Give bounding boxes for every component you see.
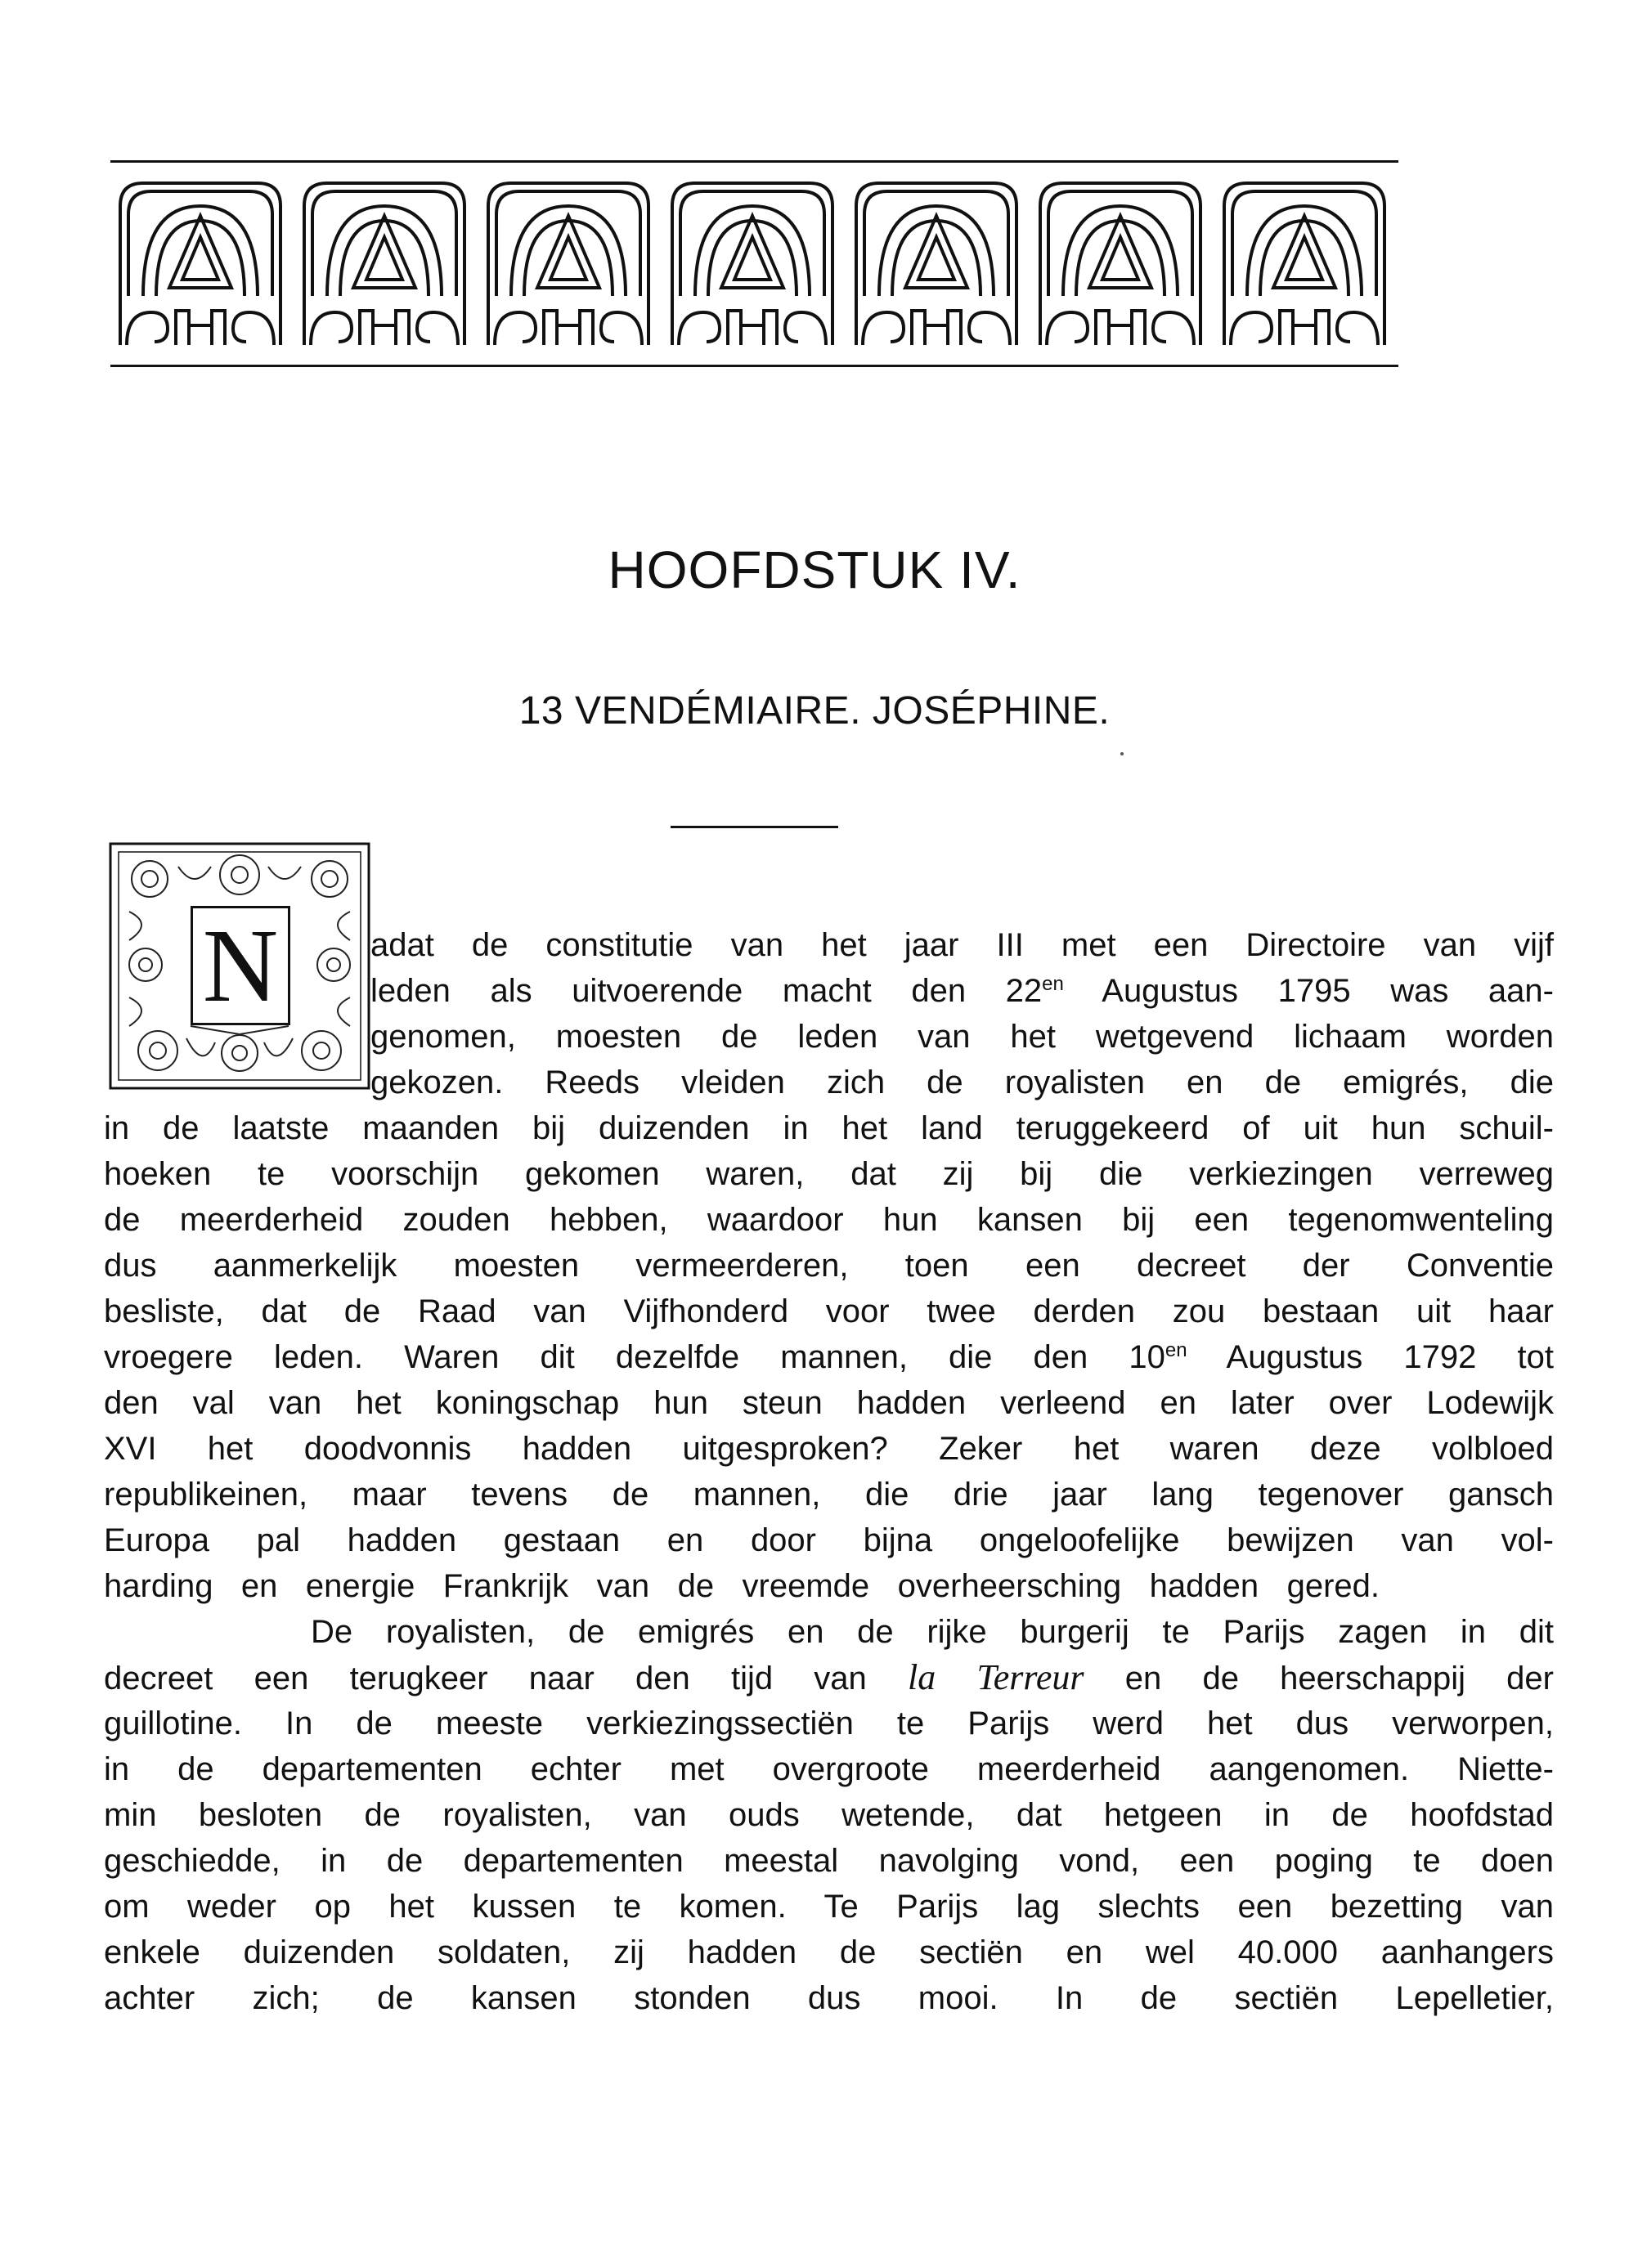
text-line: in de laatste maanden bij duizenden in het land teruggekeerd of uit hun schuil- bbox=[104, 1110, 1554, 1146]
text-segment: en de heerschappij der bbox=[1084, 1661, 1554, 1697]
text-line: min besloten de royalisten, van ouds wetende, dat hetgeen in de hoofdstad bbox=[104, 1797, 1554, 1833]
text-line: de meerderheid zouden hebben, waardoor hun kansen bij een tegenomwenteling bbox=[104, 1202, 1554, 1238]
text-segment: Augustus 1792 tot bbox=[1187, 1339, 1554, 1375]
text-segment: leden als uitvoerende macht den 22 bbox=[370, 973, 1043, 1009]
text-line: Europa pal hadden gestaan en door bijna ongeloofelijke bewijzen van vol- bbox=[104, 1522, 1554, 1558]
text-line: om weder op het kussen te komen. Te Parijs lag slechts een bezetting van bbox=[104, 1889, 1554, 1925]
superscript: en bbox=[1042, 973, 1064, 995]
text-line: achter zich; de kansen stonden dus mooi. In de sectiën Lepelletier, bbox=[104, 1980, 1554, 2016]
text-segment: Augustus 1795 was aan- bbox=[1063, 973, 1554, 1009]
text-line bbox=[370, 968, 1554, 1014]
text-segment: decreet een terugkeer naar den tijd van bbox=[104, 1661, 909, 1697]
text-line: besliste, dat de Raad van Vijfhonderd voor twee derden zou bestaan uit haar bbox=[104, 1293, 1554, 1329]
text-line: harding en energie Frankrijk van de vreemde overheersching hadden gered. bbox=[104, 1568, 1380, 1604]
text-line: guillotine. In de meeste verkiezingssectiën te Parijs werd het dus verworpen, bbox=[104, 1705, 1554, 1741]
text-line: adat de constitutie van het jaar III met een Directoire van vijf bbox=[370, 927, 1554, 963]
text-line: republikeinen, maar tevens de mannen, die drie jaar lang tegenover gansch bbox=[104, 1477, 1554, 1513]
drop-initial-letter: N bbox=[191, 906, 290, 1025]
text-line: geschiedde, in de departementen meestal navolging vond, een poging te doen bbox=[104, 1843, 1554, 1879]
text-line: den val van het koningschap hun steun hadden verleend en later over Lodewijk bbox=[104, 1385, 1554, 1421]
italic-text: la Terreur bbox=[908, 1657, 1084, 1697]
chapter-subtitle: 13 VENDÉMIAIRE. JOSÉPHINE. bbox=[518, 689, 1111, 733]
text-line: dus aanmerkelijk moesten vermeerderen, toen een decreet der Conventie bbox=[104, 1248, 1554, 1284]
text-line bbox=[104, 1655, 1554, 1701]
text-line: hoeken te voorschijn gekomen waren, dat zij bij die verkiezingen verreweg bbox=[104, 1156, 1554, 1192]
text-line: genomen, moesten de leden van het wetgevend lichaam worden bbox=[370, 1019, 1554, 1055]
text-segment: vroegere leden. Waren dit dezelfde mannen, die den 10 bbox=[104, 1339, 1165, 1375]
text-line: De royalisten, de emigrés en de rijke burgerij te Parijs zagen in dit bbox=[311, 1614, 1554, 1650]
text-line: in de departementen echter met overgroote meerderheid aangenomen. Niette- bbox=[104, 1751, 1554, 1787]
text-line bbox=[104, 1334, 1554, 1380]
text-line: enkele duizenden soldaten, zij hadden de sectiën en wel 40.000 aanhangers bbox=[104, 1934, 1554, 1970]
text-line: gekozen. Reeds vleiden zich de royalisten en de emigrés, die bbox=[370, 1065, 1554, 1100]
superscript: en bbox=[1165, 1339, 1187, 1361]
text-line: XVI het doodvonnis hadden uitgesproken? Zeker het waren deze volbloed bbox=[104, 1431, 1554, 1467]
chapter-title: HOOFDSTUK IV. bbox=[608, 540, 1021, 599]
